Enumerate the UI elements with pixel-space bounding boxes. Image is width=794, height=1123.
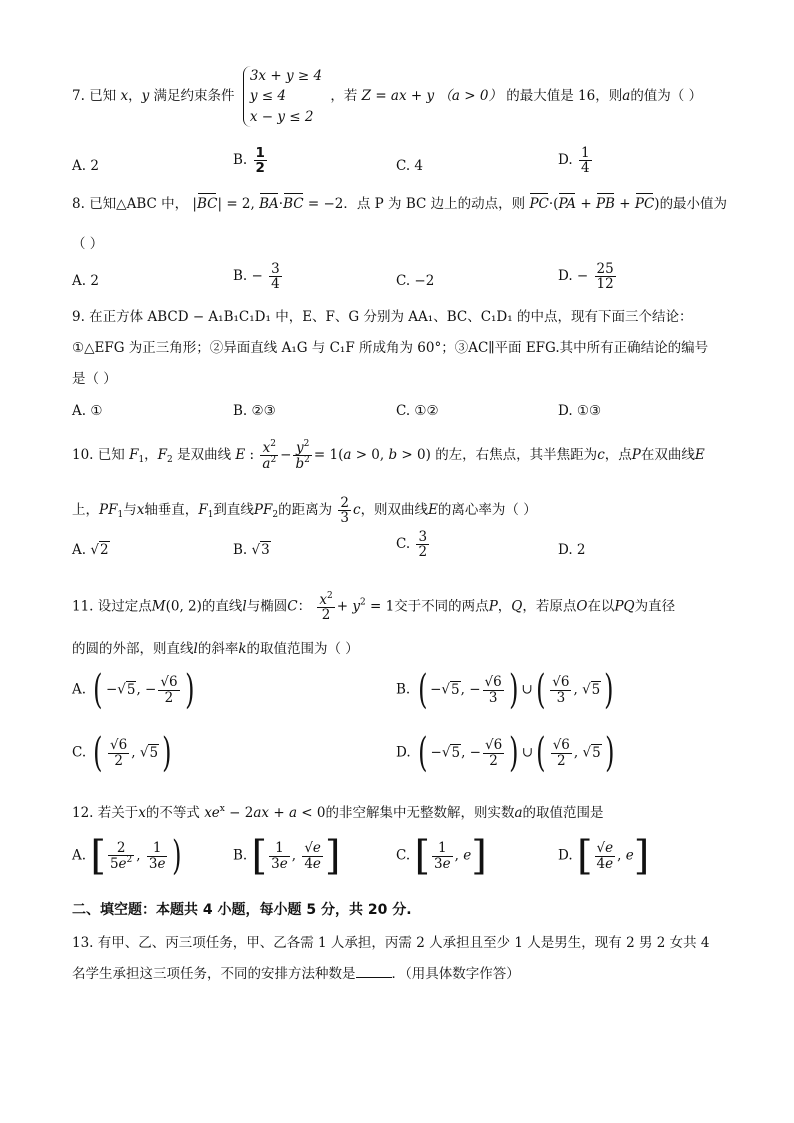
question-9-line2: ①△EFG 为正三角形；②异面直线 A₁G 与 C₁F 所成角为 60°；③AC∥平面 EFG.其中所有正确结论的编号: [72, 340, 709, 356]
q7-option-b: B. $\frac{1}{2}$: [233, 145, 265, 177]
q7-option-a: A. 2: [72, 158, 99, 174]
section-heading: 二、填空题：本题共 4 小题，每小题 5 分，共 20 分.: [72, 902, 412, 918]
question-10: 10. 已知 $F_1$，$F_2$ 是双曲线 E : $\frac{x^2}{a^2}$ − $\frac{y^2}{b^2}$ = 1(a > 0, b > 0) 的左，右焦点，其半焦距为c，点P在双曲线E: [72, 439, 705, 473]
q12-option-a: A. [ $\frac{2}{5e^2}$ , $\frac{1}{3e}$ ): [72, 833, 182, 879]
q10-option-c: C. $\frac{3}{2}$: [396, 529, 428, 561]
question-8: 8. 已知△ABC 中， |BC| = 2, BA·BC = −2．点 P 为 BC 边上的动点，则 PC·(PA + PB + PC)的最小值为: [72, 196, 728, 212]
q11-option-b: B. ( −√5, − $\frac{√6}{3}$ ) ∪( $\frac{√6}{3}$ , √5 ): [396, 667, 614, 713]
question-9-line1: 9. 在正方体 ABCD − A₁B₁C₁D₁ 中，E、F、G 分别为 AA₁、BC、C₁D₁ 的中点，现有下面三个结论：: [72, 309, 693, 325]
question-11: 11. 设过定点M(0, 2)的直线l与椭圆C： $\frac{x^2}{2}$ + $y^2 = 1$交于不同的两点P，Q，若原点O在以PQ为直径: [72, 591, 676, 624]
question-13-line2: 名学生承担这三项任务，不同的安排方法种数是 ．（用具体数字作答）: [72, 966, 520, 982]
q12-option-d: D. [ $\frac{√e}{4e}$ , e]: [558, 833, 650, 879]
question-8-line2: （ ）: [72, 236, 104, 252]
q8-option-b: B. − $\frac{3}{4}$: [233, 261, 280, 293]
constraint-system: 3x + y ≥ 4 y ≤ 4 x − y ≤ 2: [243, 66, 322, 127]
q12-option-c: C. [ $\frac{1}{3e}$ , e]: [396, 833, 487, 879]
question-12: 12. 若关于x的不等式 $xe^x - 2ax + a < 0$的非空解集中无整数解，则实数a的取值范围是: [72, 804, 604, 821]
q7-option-c: C. 4: [396, 158, 424, 174]
q9-option-c: C. ①②: [396, 403, 439, 419]
q8-option-d: D. − $\frac{25}{12}$: [558, 261, 614, 293]
q9-option-b: B. ②③: [233, 403, 276, 419]
q8-option-a: A. 2: [72, 273, 99, 289]
q10-option-d: D. 2: [558, 542, 586, 558]
question-9-line3: 是（ ）: [72, 371, 117, 387]
q9-option-a: A. ①: [72, 403, 103, 419]
question-10-line2: 上，$PF_1$与x轴垂直，$F_1$到直线$PF_2$的距离为 $\frac{2}{3}$ c，则双曲线E的离心率为（ ）: [72, 495, 537, 527]
q8-option-c: C. −2: [396, 273, 435, 289]
q12-option-b: B. [ $\frac{1}{3e}$ , $\frac{√e}{4e}$ ]: [233, 833, 341, 879]
question-11-line2: 的圆的外部，则直线l的斜率k的取值范围为（ ）: [72, 641, 359, 657]
q11-option-d: D. ( −√5, − $\frac{√6}{2}$ ) ∪( $\frac{√6}{2}$ , √5 ): [396, 730, 615, 776]
answer-blank[interactable]: [356, 977, 392, 978]
q10-option-a: A. √2: [72, 542, 109, 558]
q10-option-b: B. √3: [233, 542, 270, 558]
question-13-line1: 13. 有甲、乙、丙三项任务，甲、乙各需 1 人承担，丙需 2 人承担且至少 1 人是男生，现有 2 男 2 女共 4: [72, 935, 710, 951]
question-7: 7. 已知 x，y 满足约束条件 3x + y ≥ 4 y ≤ 4 x − y ≤ 2 ，若 Z = ax + y （a > 0） 的最大值是 16，则a的值为（ ）: [72, 66, 702, 127]
q9-option-d: D. ①③: [558, 403, 602, 419]
q11-option-a: A. ( −√5, − $\frac{√6}{2}$ ): [72, 667, 195, 713]
q11-option-c: C. ( $\frac{√6}{2}$ , √5 ): [72, 730, 172, 776]
q7-option-d: D. $\frac{1}{4}$: [558, 145, 590, 177]
